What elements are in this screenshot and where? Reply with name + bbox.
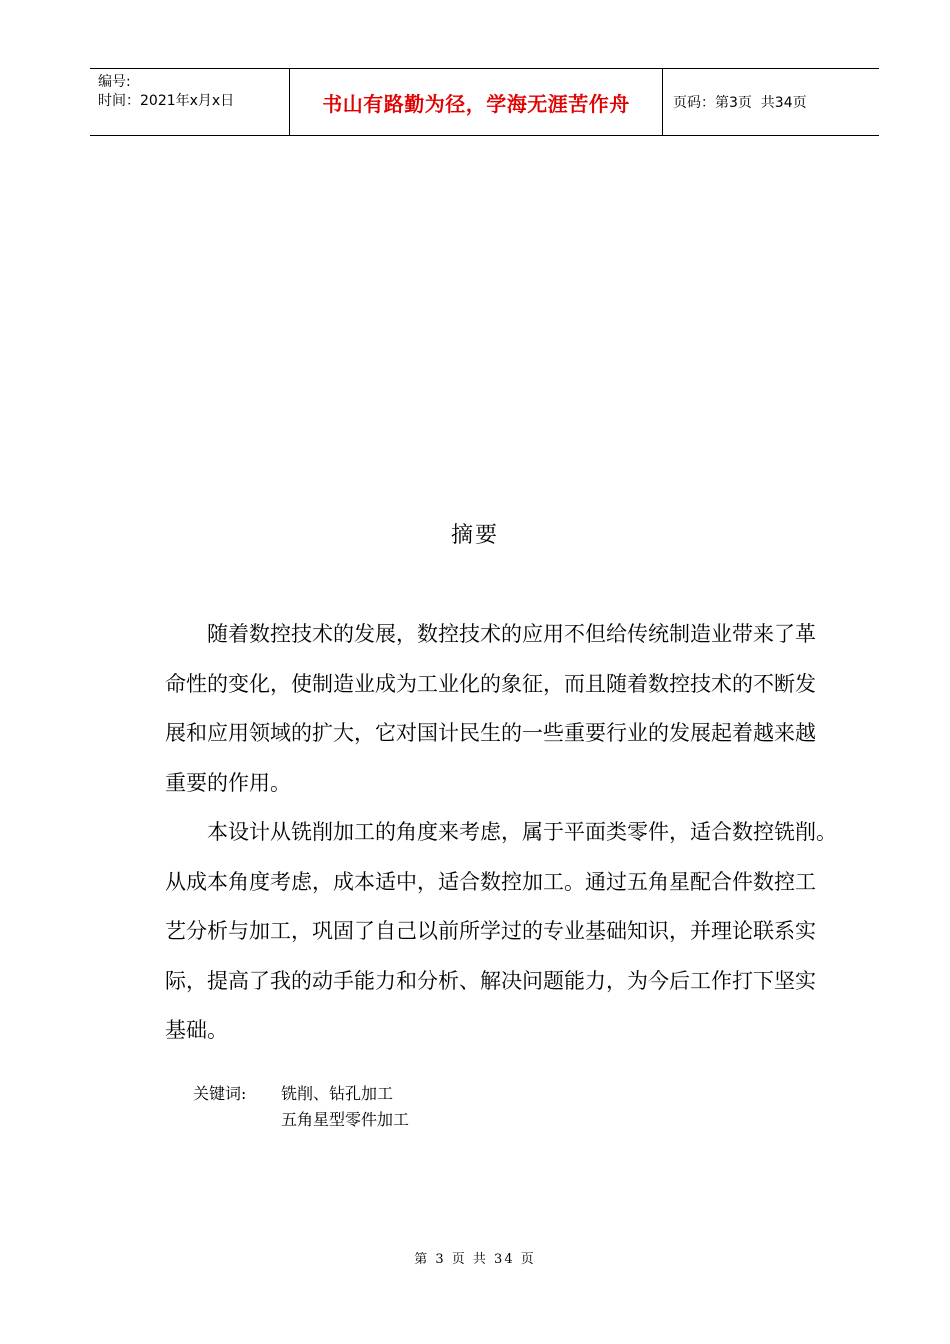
paragraph-line: 命性的变化，使制造业成为工业化的象征，而且随着数控技术的不断发	[165, 671, 816, 696]
paragraph-line: 随着数控技术的发展，数控技术的应用不但给传统制造业带来了革	[207, 622, 816, 646]
document-number-label: 编号:	[98, 74, 131, 90]
paragraph-line: 际，提高了我的动手能力和分析、解决问题能力，为今后工作打下坚实	[165, 968, 816, 993]
keywords-section	[193, 1081, 409, 1133]
page-footer: 第 3 页 共 34 页	[414, 1252, 536, 1267]
keywords-list	[281, 1081, 409, 1133]
keyword-item: 铣削、钻孔加工	[281, 1084, 394, 1103]
paragraph-line: 艺分析与加工，巩固了自己以前所学过的专业基础知识，并理论联系实	[165, 919, 816, 943]
paragraph-line: 重要的作用。	[165, 770, 291, 795]
abstract-paragraph-1	[165, 610, 833, 808]
paragraph-line: 从成本角度考虑，成本适中，适合数控加工。通过五角星配合件数控工	[165, 869, 816, 894]
header-meta-cell	[90, 69, 290, 135]
paragraph-line: 基础。	[165, 1018, 228, 1042]
keyword-item: 五角星型零件加工	[281, 1110, 410, 1129]
abstract-title: 摘要	[450, 523, 499, 548]
abstract-paragraph-2	[165, 808, 837, 1056]
header-page-code-cell	[663, 69, 879, 135]
header-page-code: 页码：第3页 共34页	[673, 95, 807, 111]
paragraph-line: 本设计从铣削加工的角度来考虑，属于平面类零件，适合数控铣削。	[207, 820, 837, 844]
paragraph-line: 展和应用领域的扩大，它对国计民生的一些重要行业的发展起着越来越	[165, 721, 816, 745]
keywords-label: 关键词:	[193, 1084, 247, 1103]
header-motto: 书山有路勤为径，学海无涯苦作舟	[290, 69, 663, 135]
document-time-label: 时间：2021年x月x日	[98, 93, 235, 109]
page-header	[90, 68, 879, 136]
